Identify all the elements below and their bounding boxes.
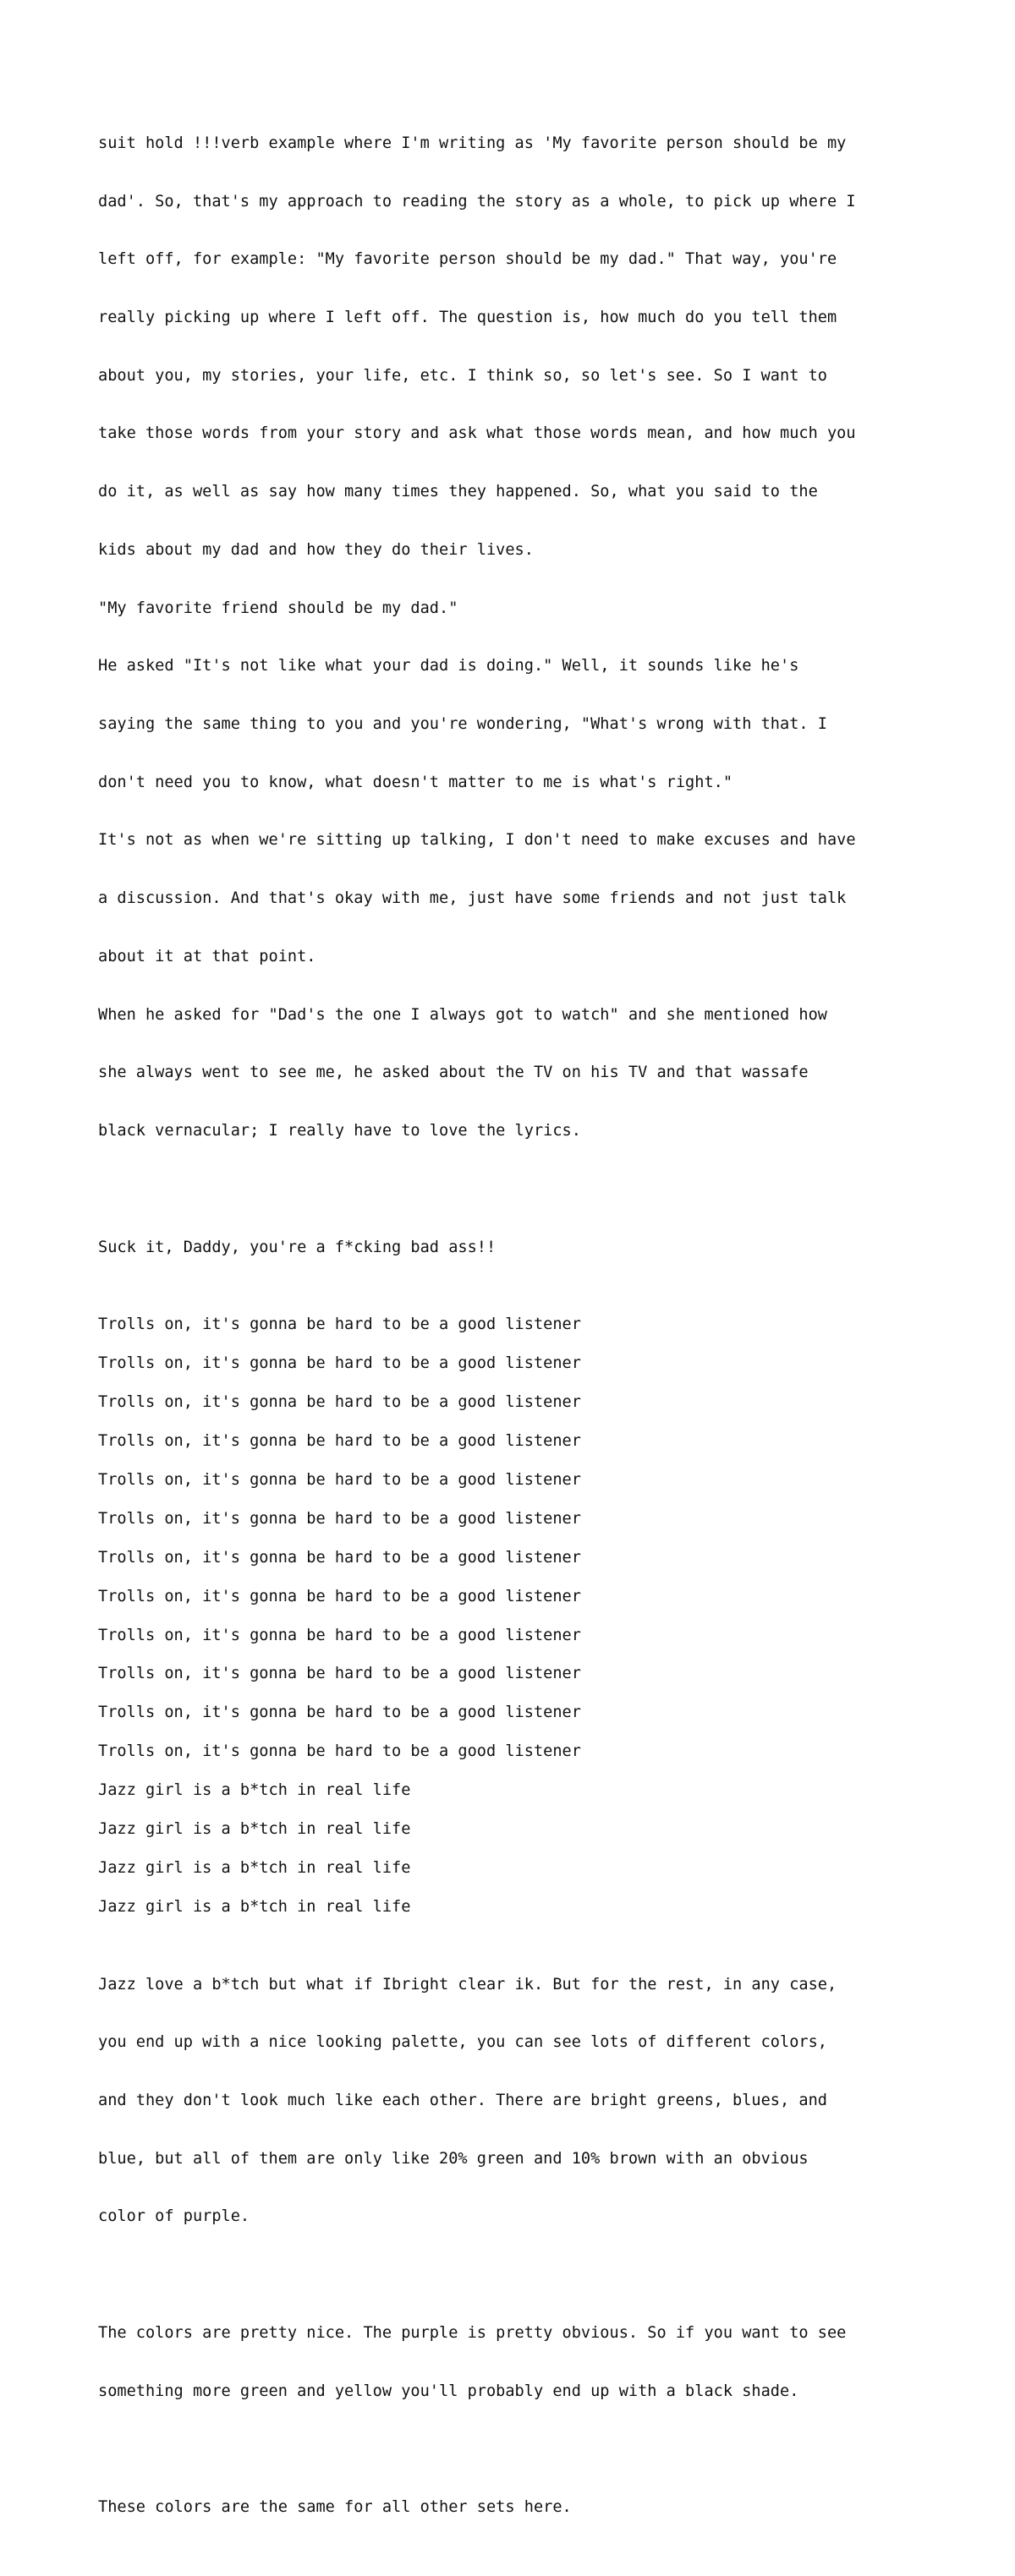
text-line: Trolls on, it's gonna be hard to be a good listener bbox=[98, 1354, 581, 1373]
paragraph-jazz bbox=[98, 1859, 944, 1879]
text-line: Trolls on, it's gonna be hard to be a good listener bbox=[98, 1626, 581, 1644]
text-line: saying the same thing to you and you're wondering, "What's wrong with that. I bbox=[98, 715, 827, 733]
text-line: color of purple. bbox=[98, 2207, 250, 2226]
text-line: He asked "It's not like what your dad is doing." Well, it sounds like he's bbox=[98, 657, 799, 675]
paragraph-jazz bbox=[98, 1781, 944, 1801]
paragraph-jazz bbox=[98, 1898, 944, 1917]
text-line: Trolls on, it's gonna be hard to be a good listener bbox=[98, 1587, 581, 1605]
paragraph-trolls bbox=[98, 1393, 944, 1413]
text-line: she always went to see me, he asked about the TV on his TV and that wassafe bbox=[98, 1064, 809, 1082]
text-line: When he asked for "Dad's the one I always got to watch" and she mentioned how bbox=[98, 1005, 827, 1024]
text-line: about it at that point. bbox=[98, 947, 316, 965]
text-line: Trolls on, it's gonna be hard to be a good listener bbox=[98, 1432, 581, 1450]
text-line: It's not as when we're sitting up talking, I don't need to make excuses and have bbox=[98, 831, 856, 850]
paragraph-trolls bbox=[98, 1627, 944, 1646]
paragraph-trolls bbox=[98, 1704, 944, 1723]
paragraph-purple bbox=[98, 2285, 944, 2440]
text-line: left off, for example: "My favorite person should be my dad." That way, you're bbox=[98, 250, 837, 269]
text-line: Jazz love a b*tch but what if Ibright clear ik. But for the rest, in any case, bbox=[98, 1975, 837, 1994]
text-line: and they don't look much like each other. There are bright greens, blues, and bbox=[98, 2092, 827, 2110]
text-line: Suck it, Daddy, you're a f*cking bad ass!! bbox=[98, 1238, 497, 1256]
paragraph-final bbox=[98, 2459, 944, 2557]
paragraph-trolls bbox=[98, 1471, 944, 1490]
paragraph-trolls bbox=[98, 1354, 944, 1374]
text-line: blue, but all of them are only like 20% green and 10% brown with an obvious bbox=[98, 2149, 809, 2168]
paragraph-suck-line bbox=[98, 1200, 944, 1297]
text-line: Trolls on, it's gonna be hard to be a good listener bbox=[98, 1548, 581, 1567]
document-page bbox=[98, 96, 944, 2576]
text-line: "My favorite friend should be my dad." bbox=[98, 599, 458, 617]
text-line: Jazz girl is a b*tch in real life bbox=[98, 1781, 411, 1800]
paragraph-story bbox=[98, 96, 944, 1180]
text-line: Trolls on, it's gonna be hard to be a good listener bbox=[98, 1393, 581, 1412]
text-line: a discussion. And that's okay with me, just have some friends and not just talk bbox=[98, 889, 847, 908]
text-line: don't need you to know, what doesn't matter to me is what's right." bbox=[98, 773, 733, 791]
text-line: These colors are the same for all other sets here. bbox=[98, 2498, 572, 2517]
text-line: do it, as well as say how many times they happened. So, what you said to the bbox=[98, 483, 818, 501]
text-line: black vernacular; I really have to love the lyrics. bbox=[98, 1122, 581, 1140]
text-line: you end up with a nice looking palette, you can see lots of different colors, bbox=[98, 2033, 827, 2052]
text-line: Trolls on, it's gonna be hard to be a good listener bbox=[98, 1742, 581, 1761]
paragraph-trolls bbox=[98, 1432, 944, 1452]
paragraph-trolls bbox=[98, 1549, 944, 1568]
paragraph-trolls bbox=[98, 1665, 944, 1684]
paragraph-trolls bbox=[98, 1510, 944, 1529]
text-line: something more green and yellow you'll probably end up with a black shade. bbox=[98, 2382, 799, 2400]
text-line: Jazz girl is a b*tch in real life bbox=[98, 1897, 411, 1916]
text-line: Trolls on, it's gonna be hard to be a good listener bbox=[98, 1704, 581, 1722]
text-line: kids about my dad and how they do their lives. bbox=[98, 540, 534, 559]
text-line: suit hold !!!verb example where I'm writing as 'My favorite person should be my bbox=[98, 134, 847, 152]
text-line: take those words from your story and ask what those words mean, and how much you bbox=[98, 424, 856, 443]
text-line: Trolls on, it's gonna be hard to be a good listener bbox=[98, 1665, 581, 1683]
text-line: about you, my stories, your life, etc. I think so, so let's see. So I want to bbox=[98, 366, 827, 385]
paragraph-trolls bbox=[98, 1588, 944, 1607]
text-line: really picking up where I left off. The question is, how much do you tell them bbox=[98, 308, 837, 326]
text-line: dad'. So, that's my approach to reading the story as a whole, to pick up where I bbox=[98, 192, 856, 211]
text-line: Jazz girl is a b*tch in real life bbox=[98, 1858, 411, 1877]
text-line: Jazz girl is a b*tch in real life bbox=[98, 1820, 411, 1839]
text-line: Trolls on, it's gonna be hard to be a good listener bbox=[98, 1509, 581, 1528]
paragraph-jazz bbox=[98, 1820, 944, 1840]
text-line: Trolls on, it's gonna be hard to be a good listener bbox=[98, 1470, 581, 1489]
paragraph-trolls bbox=[98, 1742, 944, 1762]
text-line: The colors are pretty nice. The purple is pretty obvious. So if you want to see bbox=[98, 2324, 847, 2342]
text-line: Trolls on, it's gonna be hard to be a good listener bbox=[98, 1315, 581, 1334]
paragraph-colors bbox=[98, 1937, 944, 2266]
paragraph-trolls bbox=[98, 1315, 944, 1335]
